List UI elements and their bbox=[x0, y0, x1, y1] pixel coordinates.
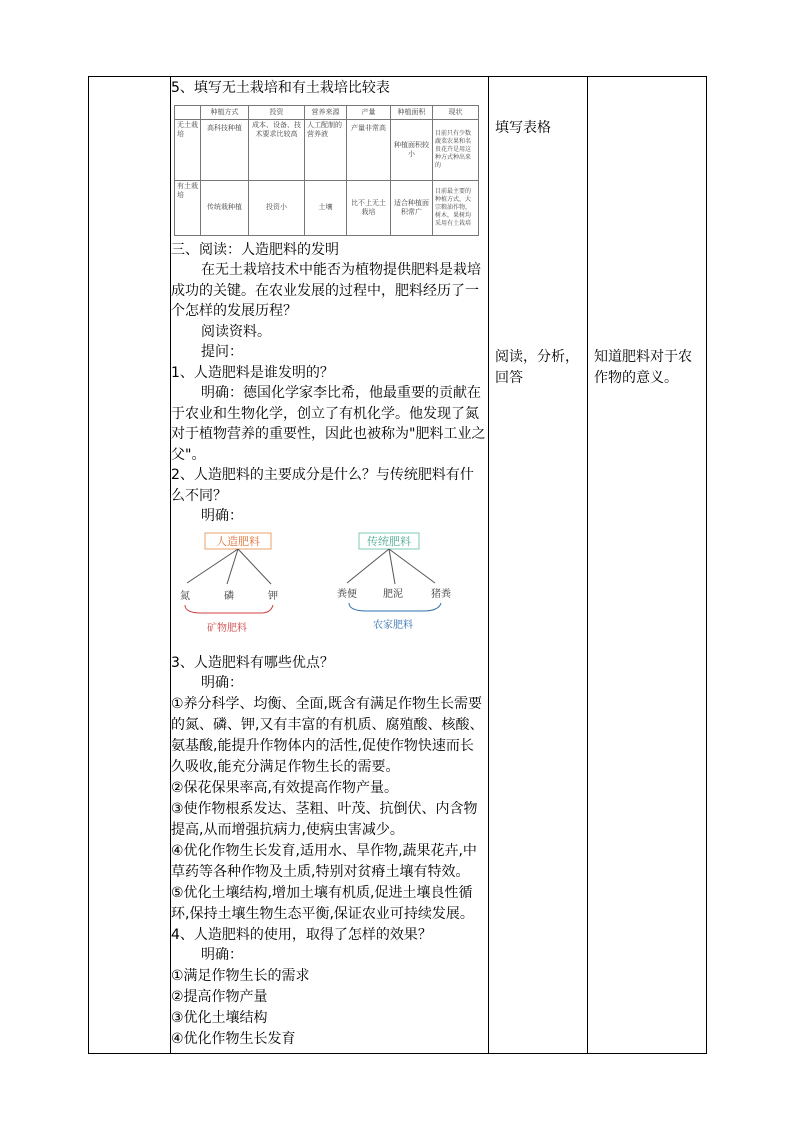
left-leaf: 磷 bbox=[224, 590, 234, 602]
table-cell: 比不上无土栽培 bbox=[347, 180, 391, 235]
answer-4-label: 明确： bbox=[201, 947, 243, 963]
tree-line bbox=[389, 549, 395, 584]
right-leaf: 肥泥 bbox=[383, 588, 403, 600]
ask-label: 提问： bbox=[201, 344, 243, 360]
left-leaf: 氮 bbox=[180, 590, 190, 602]
advantage-item: ④优化作物生长发育,适用水、旱作物,蔬果花卉,中草药等各种作物及土质,特别对贫瘠土壤有特效。 bbox=[171, 842, 477, 880]
table-cell: 投资小 bbox=[249, 180, 305, 235]
tree-line bbox=[187, 549, 238, 583]
left-group-label: 矿物肥料 bbox=[207, 622, 247, 634]
right-leaf: 粪便 bbox=[337, 588, 357, 600]
table-header-cell: 投资 bbox=[249, 105, 305, 119]
table-cell: 高科技种植 bbox=[201, 119, 249, 180]
read-material: 阅读资料。 bbox=[201, 323, 271, 340]
table-cell: 种植面积较小 bbox=[391, 119, 433, 180]
column-divider-2 bbox=[488, 76, 489, 1054]
tree-line bbox=[389, 549, 435, 583]
table-cell: 产量非常高 bbox=[347, 119, 391, 180]
table-row bbox=[175, 180, 479, 235]
table-header-cell: 现状 bbox=[433, 105, 479, 119]
advantage-item: ⑤优化土壤结构,增加土壤有机质,促进土壤良性循环,保持土壤生物生态平衡,保证农业可持续发展。 bbox=[171, 884, 474, 922]
effect-item: ①满足作物生长的需求 bbox=[171, 967, 310, 984]
table-row bbox=[175, 119, 479, 180]
table-cell: 目前只有少数蔬菜农果和名贵花卉是用这种方式种出来的 bbox=[433, 119, 479, 180]
activity-fill-table: 填写表格 bbox=[495, 120, 551, 136]
answer-1: 明确：德国化学家李比希，他最重要的贡献在于农业和生物化学，创立了有机化学。他发现了氮对于植物营养的重要性，因此也被称为"肥料工业之父"。 bbox=[171, 385, 486, 463]
table-cell: 人工配制的营养液 bbox=[305, 119, 347, 180]
table-cell: 有土栽培 bbox=[175, 180, 201, 235]
reading-title: 三、阅读：人造肥料的发明 bbox=[171, 241, 339, 258]
answer-2-label: 明确： bbox=[201, 508, 243, 524]
effect-item: ②提高作物产量 bbox=[171, 988, 268, 1005]
question-2: 2、人造肥料的主要成分是什么？与传统肥料有什么不同？ bbox=[171, 467, 474, 504]
right-root-label: 传统肥料 bbox=[367, 534, 411, 548]
column-divider-3 bbox=[587, 76, 588, 1054]
question-4: 4、人造肥料的使用，取得了怎样的效果？ bbox=[171, 926, 432, 943]
goal-text: 知道肥料对于农作物的意义。 bbox=[594, 349, 692, 386]
table-header-row bbox=[175, 105, 479, 119]
tree-line bbox=[347, 549, 389, 583]
table-header-cell: 种植方式 bbox=[201, 105, 249, 119]
fertilizer-diagram bbox=[171, 527, 487, 653]
effect-item: ③优化土壤结构 bbox=[171, 1009, 268, 1026]
table-cell: 适合种植面积常广 bbox=[391, 180, 433, 235]
advantage-item: ③使作物根系发达、茎粗、叶茂、抗倒伏、内含物提高,从而增强抗病力,使病虫害减少。 bbox=[171, 800, 478, 838]
comparison-table bbox=[174, 105, 479, 236]
table-cell: 无土栽培 bbox=[175, 119, 201, 180]
table-header-cell bbox=[175, 105, 201, 119]
table-header-cell: 产量 bbox=[347, 105, 391, 119]
left-root-label: 人造肥料 bbox=[216, 534, 260, 548]
question-3: 3、人造肥料有哪些优点？ bbox=[171, 654, 334, 671]
table-cell: 成本、设备、技术要求比较高 bbox=[249, 119, 305, 180]
right-group-label: 农家肥料 bbox=[373, 619, 413, 631]
tree-line bbox=[227, 549, 238, 584]
right-leaf: 猪粪 bbox=[431, 588, 451, 600]
advantage-item: ②保花保果率高,有效提高作物产量。 bbox=[171, 779, 399, 796]
table-cell: 目前最主要的种植方式，大宗粮油作物，树木，果树均采用有土栽培 bbox=[433, 180, 479, 235]
table-header-cell: 种植面积 bbox=[391, 105, 433, 119]
left-leaf: 钾 bbox=[268, 590, 278, 602]
answer-3-label: 明确： bbox=[201, 675, 243, 691]
section5-title: 5、填写无土栽培和有土栽培比较表 bbox=[171, 80, 390, 96]
table-cell: 土壤 bbox=[305, 180, 347, 235]
effect-item: ④优化作物生长发育 bbox=[171, 1030, 296, 1047]
table-cell: 传统栽种植 bbox=[201, 180, 249, 235]
activity-read-analyze: 阅读，分析，回答 bbox=[495, 349, 579, 386]
question-1: 1、人造肥料是谁发明的？ bbox=[171, 364, 334, 381]
advantage-item: ①养分科学、均衡、全面,既含有满足作物生长需要的氮、磷、钾,又有丰富的有机质、腐殖酸、核酸、氨基酸,能提升作物体内的活性,促使作物快速而长久吸收,能充分满足作物生长的需要。 bbox=[171, 695, 484, 775]
table-header-cell: 营养来源 bbox=[305, 105, 347, 119]
content-column bbox=[171, 78, 487, 1050]
right-group-brace bbox=[349, 603, 441, 611]
left-group-brace bbox=[185, 605, 273, 613]
reading-intro: 在无土栽培技术中能否为植物提供肥料是栽培成功的关键。在农业发展的过程中，肥料经历了一个怎样的发展历程？ bbox=[171, 262, 481, 319]
tree-line bbox=[238, 549, 271, 584]
